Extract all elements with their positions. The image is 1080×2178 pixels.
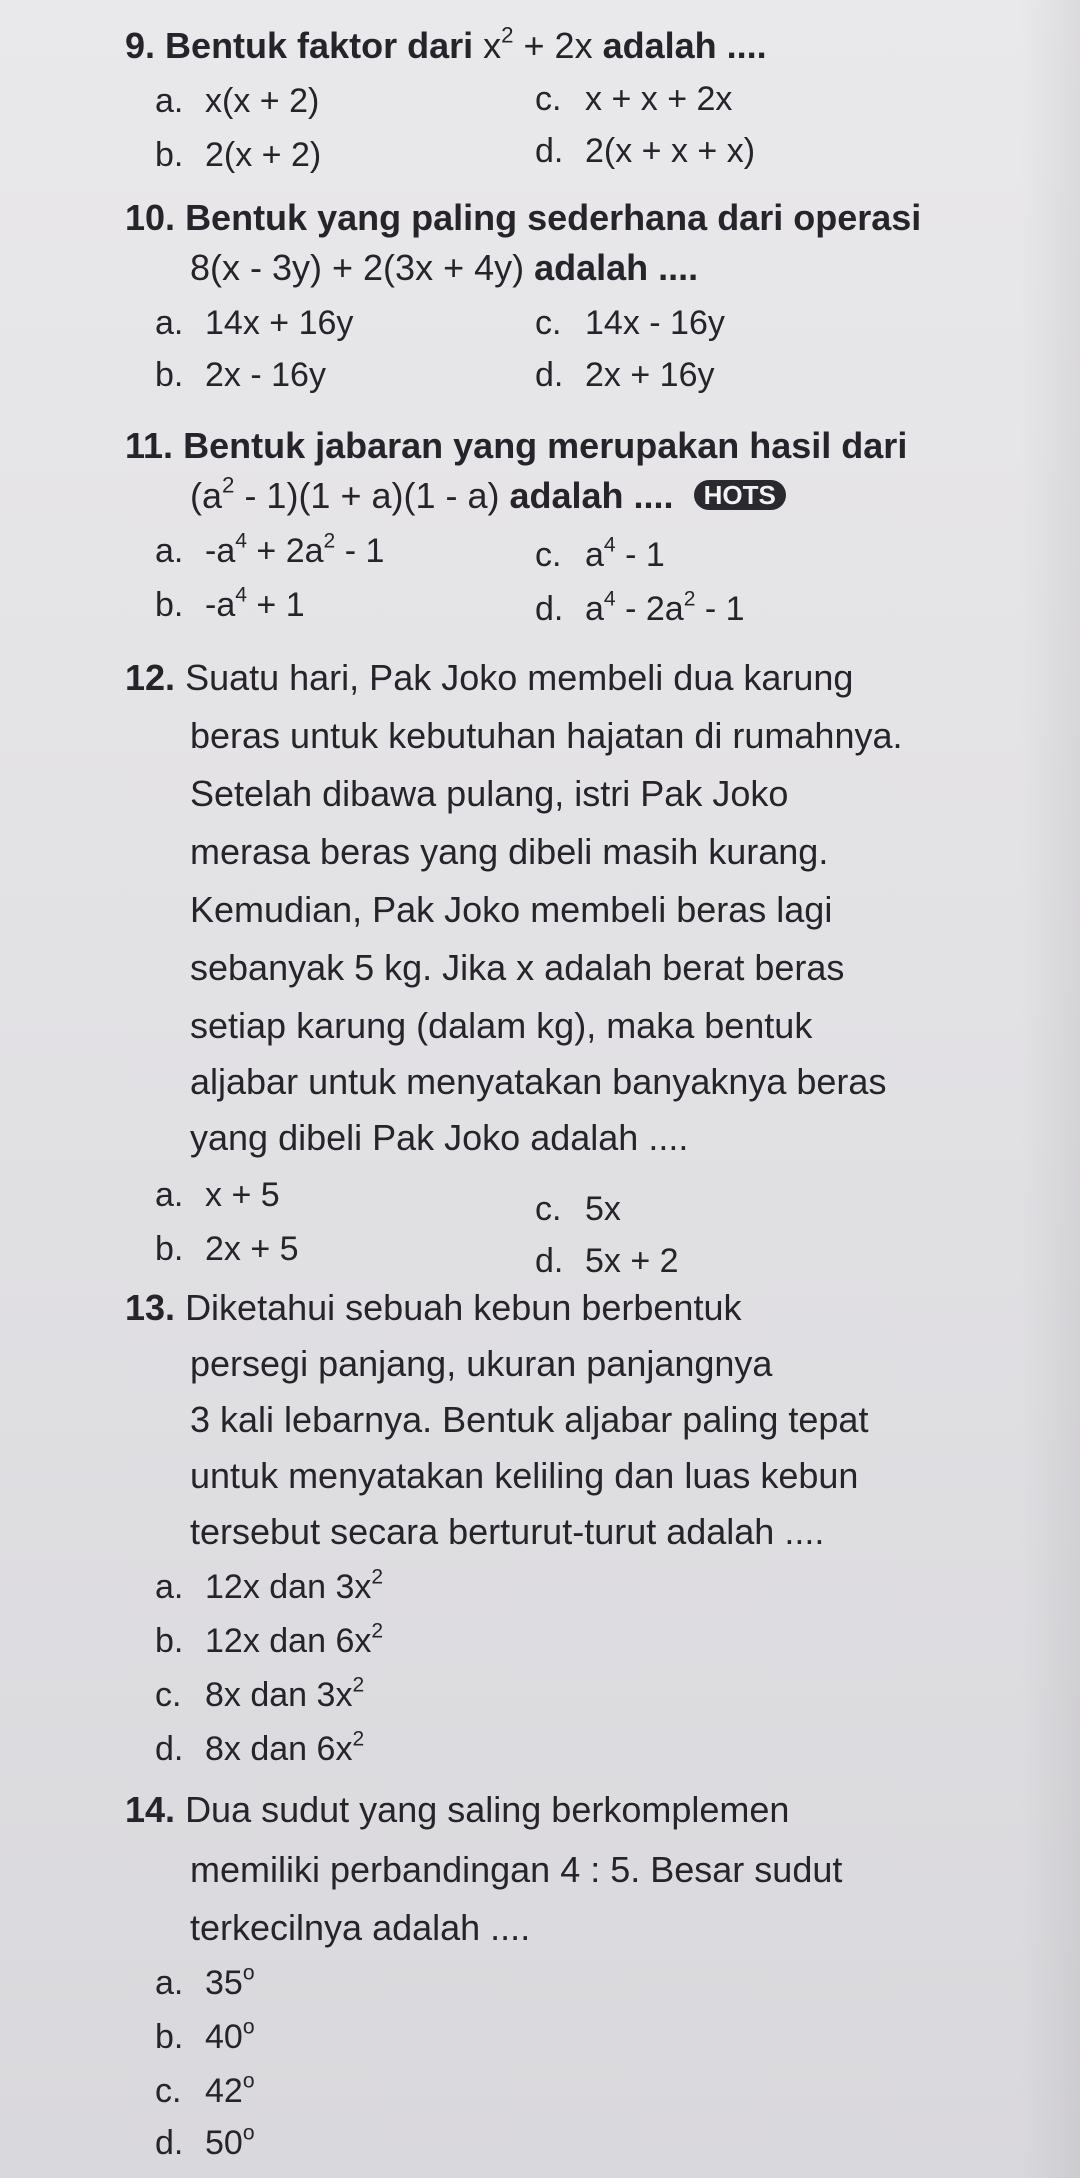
option-a[interactable]: a. 12x dan $3x^2$: [155, 1565, 384, 1606]
worksheet-page: 9. Bentuk faktor dari $x^2 + 2x$ adalah .... a. x(x + 2) c. x + x + 2x b. 2(x + 2) d. 2(x + x + x) 10. Bentuk yang paling sederhana dari operasi 8(x - 3y) + 2(3x + 4y) adalah .... a. 14x + 16y c. 14x - 16y b. 2x - 16y d. 2x + 16y 11. Bentuk jabaran yang merupakan hasil dari $(a^2 - 1)(1 + a)(1 - a)$ adalah .... HOTS a. $-a^4 + 2a^2 - 1$ c. $a^4 - 1$ b. $-a^4 + 1$ d. $a^4 - 2a^2 - 1$ 12. Suatu hari, Pak Joko membeli dua karung beras untuk kebutuhan hajatan di rumahnya. Setelah dibawa pulang, istri Pak Joko merasa beras yang dibeli masih kurang. Kemudian, Pak Joko membeli beras lagi sebanyak 5 kg. Jika x adalah berat beras setiap karung (dalam kg), maka bentuk aljabar untuk menyatakan banyaknya beras yang dibeli Pak Joko adalah .... a. x + 5 c. 5x b. 2x + 5 d. 5x + 2 13. Diketahui sebuah kebun berbentuk persegi panjang, ukuran panjangnya 3 kali lebarnya. Bentuk aljabar paling tepat untuk menyatakan keliling dan luas kebun tersebut secara berturut-turut adalah .... a. 12x dan $3x^2$ b. 12x dan $6x^2$ c. 8x dan $3x^2$ d. 8x dan $6x^2$ 14. Dua sudut yang saling berkomplemen memiliki perbandingan 4 : 5. Besar sudut terkecilnya adalah .... a. 35$^o$ b. 40$^o$ c. 42$^o$ d. 50$^o$: [0, 0, 1080, 2178]
degree-symbol: o: [242, 1961, 255, 1985]
question-line: persegi panjang, ukuran panjangnya: [190, 1343, 773, 1384]
page-edge-shadow: [1020, 0, 1080, 2178]
question-stem: Bentuk jabaran yang merupakan hasil dari: [183, 425, 908, 466]
question-number: 9.: [125, 25, 156, 66]
question-number: 11.: [125, 425, 174, 466]
option-d[interactable]: d. 8x dan $6x^2$: [155, 1727, 365, 1768]
option-c[interactable]: c. $a^4 - 1$: [535, 533, 665, 574]
option-b[interactable]: b. 2x - 16y: [155, 356, 326, 394]
question-line: beras untuk kebutuhan hajatan di rumahnya.: [190, 715, 903, 756]
option-c[interactable]: c. 42$^o$: [155, 2069, 255, 2110]
option-b[interactable]: b. 12x dan $6x^2$: [155, 1619, 384, 1660]
question-line: setiap karung (dalam kg), maka bentuk: [190, 1005, 813, 1046]
option-b[interactable]: b. 2x + 5: [155, 1230, 299, 1268]
option-a[interactable]: a. x + 5: [155, 1176, 280, 1214]
option-b[interactable]: b. $-a^4 + 1$: [155, 583, 305, 624]
question-number: 14.: [125, 1789, 176, 1830]
option-b[interactable]: b. 2(x + 2): [155, 136, 322, 174]
question-line: Dua sudut yang saling berkomplemen: [185, 1789, 790, 1830]
question-line: sebanyak 5 kg. Jika x adalah berat beras: [190, 947, 845, 988]
degree-symbol: o: [242, 2069, 255, 2093]
math-expression: $(a^2 - 1)(1 + a)(1 - a)$: [190, 472, 500, 516]
question-number: 12.: [125, 657, 176, 698]
option-c[interactable]: c. x + x + 2x: [535, 80, 733, 118]
option-a[interactable]: a. 35$^o$: [155, 1961, 255, 2002]
question-number: 13.: [125, 1287, 176, 1328]
option-c[interactable]: c. 8x dan $3x^2$: [155, 1673, 365, 1714]
question-stem: Bentuk faktor dari $x^2 + 2x$ adalah ....: [165, 22, 767, 66]
hots-badge: HOTS: [694, 480, 786, 510]
option-c[interactable]: c. 14x - 16y: [535, 304, 725, 342]
option-d[interactable]: d. 5x + 2: [535, 1242, 679, 1280]
question-line: tersebut secara berturut-turut adalah ....: [190, 1511, 825, 1552]
option-a[interactable]: a. $-a^4 + 2a^2 - 1$: [155, 529, 385, 570]
question-line: Diketahui sebuah kebun berbentuk: [185, 1287, 742, 1328]
question-line: Setelah dibawa pulang, istri Pak Joko: [190, 773, 789, 814]
option-b[interactable]: b. 40$^o$: [155, 2015, 255, 2056]
question-line: aljabar untuk menyatakan banyaknya beras: [190, 1061, 887, 1102]
option-d[interactable]: d. 50$^o$: [155, 2121, 255, 2162]
question-line: 3 kali lebarnya. Bentuk aljabar paling tepat: [190, 1399, 869, 1440]
question-line: terkecilnya adalah ....: [190, 1907, 531, 1948]
question-line: Kemudian, Pak Joko membeli beras lagi: [190, 889, 833, 930]
option-d[interactable]: d. 2x + 16y: [535, 356, 715, 394]
question-line: untuk menyatakan keliling dan luas kebun: [190, 1455, 859, 1496]
math-expression: 8(x - 3y) + 2(3x + 4y): [190, 247, 525, 288]
math-expression: $x^2 + 2x$: [483, 22, 593, 66]
degree-symbol: o: [242, 2015, 255, 2039]
question-number: 10.: [125, 197, 176, 238]
option-d[interactable]: d. 2(x + x + x): [535, 132, 756, 170]
option-a[interactable]: a. 14x + 16y: [155, 304, 354, 342]
option-d[interactable]: d. $a^4 - 2a^2 - 1$: [535, 587, 745, 628]
question-line: Suatu hari, Pak Joko membeli dua karung: [185, 657, 854, 698]
question-stem: Bentuk yang paling sederhana dari operasi: [185, 197, 922, 238]
option-a[interactable]: a. x(x + 2): [155, 82, 320, 120]
option-c[interactable]: c. 5x: [535, 1190, 621, 1228]
question-line: merasa beras yang dibeli masih kurang.: [190, 831, 829, 872]
question-line: yang dibeli Pak Joko adalah ....: [190, 1117, 689, 1158]
degree-symbol: o: [242, 2121, 255, 2145]
question-line: memiliki perbandingan 4 : 5. Besar sudut: [190, 1849, 843, 1890]
